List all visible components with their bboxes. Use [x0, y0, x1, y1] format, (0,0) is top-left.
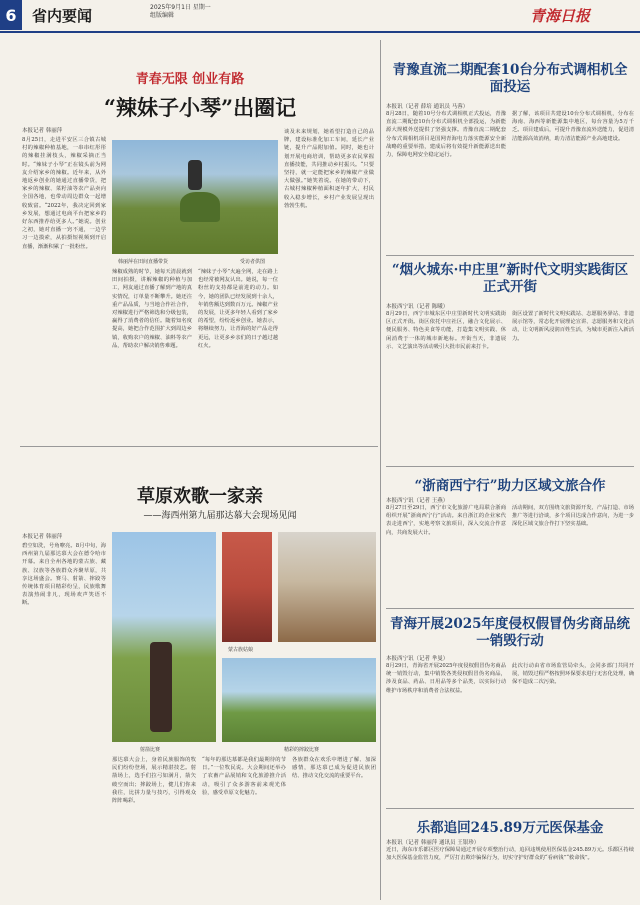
story6-headline[interactable]: 青海开展2025年度侵权假冒伪劣商品统一销毁行动	[389, 616, 631, 649]
story2-byline: 本报记者 韩丽萍	[22, 534, 63, 540]
story1-kicker: 青春无限 创业有路	[135, 72, 245, 87]
column-divider	[380, 40, 381, 900]
story4-col2: 街区设置了新时代文明实践站、志愿服务驿站、非遗展示馆等，常态化开展理论宣讲、志愿服务和文化活动，让文明新风浸润百姓生活，为城市更新注入新活力。	[512, 311, 634, 342]
divider	[386, 466, 634, 467]
divider	[20, 446, 378, 447]
story5-col1: 8月27日至29日，西宁市文化旅游广电局联合浙商组织开展“浙商西宁行”活动。来自浙江的企业家代表走进西宁，实地考察文旅项目，深入交流合作意向，共商发展大计。	[386, 505, 506, 536]
story1-col2: 辣椒成熟的时节，她每天清晨就到田间拍摄，讲解辣椒的种植与加工，网友通过直播了解到产地的真实情况，订单量不断攀升。她还注重产品品质，与当地合作社合作，对辣椒进行严格筛选和分级包装，赢得了消费者的信任。随着知名度提高，她把合作范围扩大到周边乡镇，收购农户的辣椒、油料等农产品，帮助农户解决销售难题。	[112, 269, 192, 349]
story3-byline: 本报讯（记者 薛培 通讯员 马蓉）	[386, 104, 469, 110]
story1-photo[interactable]	[112, 140, 278, 254]
caption-wrestling: 精彩的摔跤比赛	[284, 747, 320, 753]
story1-col4: 谈及未来规划，她希望打造自己的品牌，建设标准化加工车间，延长产业链，提升产品附加值。同时，她也计划开展电商培训，帮助更多农民掌握直播技能，共同推动乡村振兴。“只要坚持，就一定能把家乡的辣椒产业做大做强。”她笑着说。在她的带动下，古城村辣椒种植面积逐年扩大，村民收入稳步增长，乡村产业发展呈现出勃勃生机。	[284, 129, 374, 209]
story4-headline[interactable]: “烟火城东·中庄里”新时代文明实践街区正式开街	[391, 262, 629, 295]
story5-col2: 活动期间，双方围绕文旅资源开发、产品打造、市场推广等进行洽谈，多个项目达成合作意向，为进一步深化区域文旅合作打下坚实基础。	[512, 505, 634, 528]
story5-byline: 本报西宁讯（记者 王燕）	[386, 498, 449, 504]
story1-col1: 8月25日，走进平安区三合镇古城村的辣椒种植基地，一串串红彤彤的辣椒挂满枝头，辣椒采摘正当时。“辣妹子小琴”正在镜头前为网友介绍家乡的辣椒。近年来，从外地返乡创业的她通过直播带货，把家乡的辣椒、菜籽油等农产品卖向全国各地，也带动周边群众一起增收致富。“2022年，我决定回到家乡发展，想通过电商平台把家乡的好东西推荐给更多人。”她说。创业之初，她对直播一窍不通，一边学习一边摸索，从拍摄短视频到开启直播，渐渐积累了一批粉丝。	[22, 137, 106, 250]
caption-archery: 射箭比赛	[140, 747, 161, 753]
header-dateline	[150, 4, 211, 20]
caption-girl: 蒙古族姑娘	[228, 647, 254, 653]
story4-byline: 本报西宁讯（记者 陈曦）	[386, 304, 449, 310]
story4-col1: 8月29日，西宁市城东区中庄里新时代文明实践街区正式开街。街区依托中庄社区，融合文化展示、便民服务、特色美食等功能，打造集文明实践、休闲消费于一体的城市新地标。开街当天，非遗展示、文艺演出等活动吸引大批市民前来打卡。	[386, 311, 506, 350]
story1-headline[interactable]: “辣妹子小琴”出圈记	[103, 95, 297, 120]
page-header	[0, 0, 640, 36]
story1-byline: 本报记者 韩丽萍	[22, 128, 63, 134]
story6-byline: 本报西宁讯（记者 芈曼）	[386, 656, 449, 662]
archery-photo[interactable]	[112, 532, 216, 742]
story2-col4: 各族群众在欢乐中增进了解、加深感情，那达慕已成为促进民族团结、推动文化交流的重要平台。	[292, 757, 376, 780]
story6-col2: 此次行动由省市场监管局牵头，会同多部门共同开展，销毁过程严格按照环保要求进行无害化处理，确保不造成二次污染。	[512, 663, 634, 686]
archer-figure	[150, 642, 172, 732]
story2-col2: 那达慕大会上，身着民族服饰的牧民们纷纷登场，展示精湛技艺。射箭场上，选手们拉弓如满月，箭矢破空而出；摔跤场上，健儿们你来我往，比拼力量与技巧，引得观众阵阵喝彩。	[112, 757, 196, 805]
tent-photo[interactable]	[278, 532, 376, 642]
story6-col1: 8月29日，青海省开展2025年度侵权假冒伪劣商品统一销毁行动，集中销毁各类侵权假冒伪劣商品，涉及食品、药品、日用品等多个品类，以实际行动维护市场秩序和消费者合法权益。	[386, 663, 506, 694]
story2-col3: “每年的那达慕都是我们最期待的节日。”一位牧民说。大会期间还举办了农畜产品展销和文化旅游推介活动，吸引了众多游客前来观光体验，感受草原文化魅力。	[202, 757, 286, 796]
divider	[386, 808, 634, 809]
date-line-1: 2025年9月1日 星期一	[150, 4, 211, 11]
story7-headline[interactable]: 乐都追回245.89万元医保基金	[416, 820, 604, 836]
page-number: 6	[0, 0, 22, 30]
story7-col1: 近日，海东市乐都区医疗保障局通过开展专项整治行动，追回违规使用医保基金245.89万元。乐都区持续加大医保基金监管力度，严厉打击欺诈骗保行为，切实守护好群众的“看病钱”“救命钱”。	[386, 847, 634, 862]
story1-photo-caption: 韩丽萍在田间直播带货	[118, 259, 169, 265]
story2-subhead: ——海西州第九届那达慕大会现场见闻	[143, 511, 297, 521]
divider	[386, 255, 634, 256]
story3-col1: 8月28日，随着10号分布式调相机正式投运，青豫直流二期配套10台分布式调相机全部投运，为新能源大规模外送提供了坚强支撑。青豫直流二期配套分布式调相机项目是国网青海电力落实能源安全新战略的重要举措，建成后将有效提升新能源送出能力，保障电网安全稳定运行。	[386, 111, 506, 159]
wrestling-photo[interactable]	[222, 658, 376, 742]
story1-photo-credit: 受访者供图	[240, 259, 266, 265]
story3-headline[interactable]: 青豫直流二期配套10台分布式调相机全面投运	[392, 62, 628, 95]
girl-portrait-photo[interactable]	[222, 532, 272, 642]
story1-col3: “辣妹子小琴”火遍全网，走在路上也经常被网友认出。她说，每一位粉丝的支持都是前进的动力。如今，她的团队已经发展到十余人，年销售额达到数百万元。辣椒产业的发展，让更多年轻人看到了家乡的希望，纷纷返乡创业。她表示，将继续努力，让青海的好产品走得更远，让更多乡亲们的日子越过越红火。	[198, 269, 278, 349]
story7-byline: 本报讯（记者 韩丽萍 通讯员 王银珍）	[386, 840, 480, 846]
story2-col1: 碧空如洗，号角嘹亮。8月中旬，海西州第九届那达慕大会在德令哈市开幕。来自全州各地的蒙古族、藏族、汉族等各族群众齐聚草原，共享这场盛会。赛马、射箭、摔跤等传统体育项目精彩纷呈，民族歌舞表演热闹非凡，现场欢声笑语不断。	[22, 543, 106, 607]
pepper-plants	[180, 192, 220, 222]
story3-col2: 据了解，该项目共建设10台分布式调相机，分布在海南、海西等新能源集中地区，每台容量为5万千乏。项目建成后，可提升青豫直流外送能力，促进清洁能源高效消纳，助力清洁能源产业高地建设。	[512, 111, 634, 142]
section-title: 省内要闻	[32, 7, 93, 25]
story2-headline[interactable]: 草原欢歌一家亲	[137, 486, 263, 507]
story5-headline[interactable]: “浙商西宁行”助力区域文旅合作	[414, 478, 606, 494]
date-line-2: 组版编辑	[150, 12, 175, 19]
header-rule	[0, 31, 640, 33]
divider	[386, 608, 634, 609]
newspaper-brand: 青海日报	[530, 7, 591, 25]
person-figure	[188, 160, 202, 190]
